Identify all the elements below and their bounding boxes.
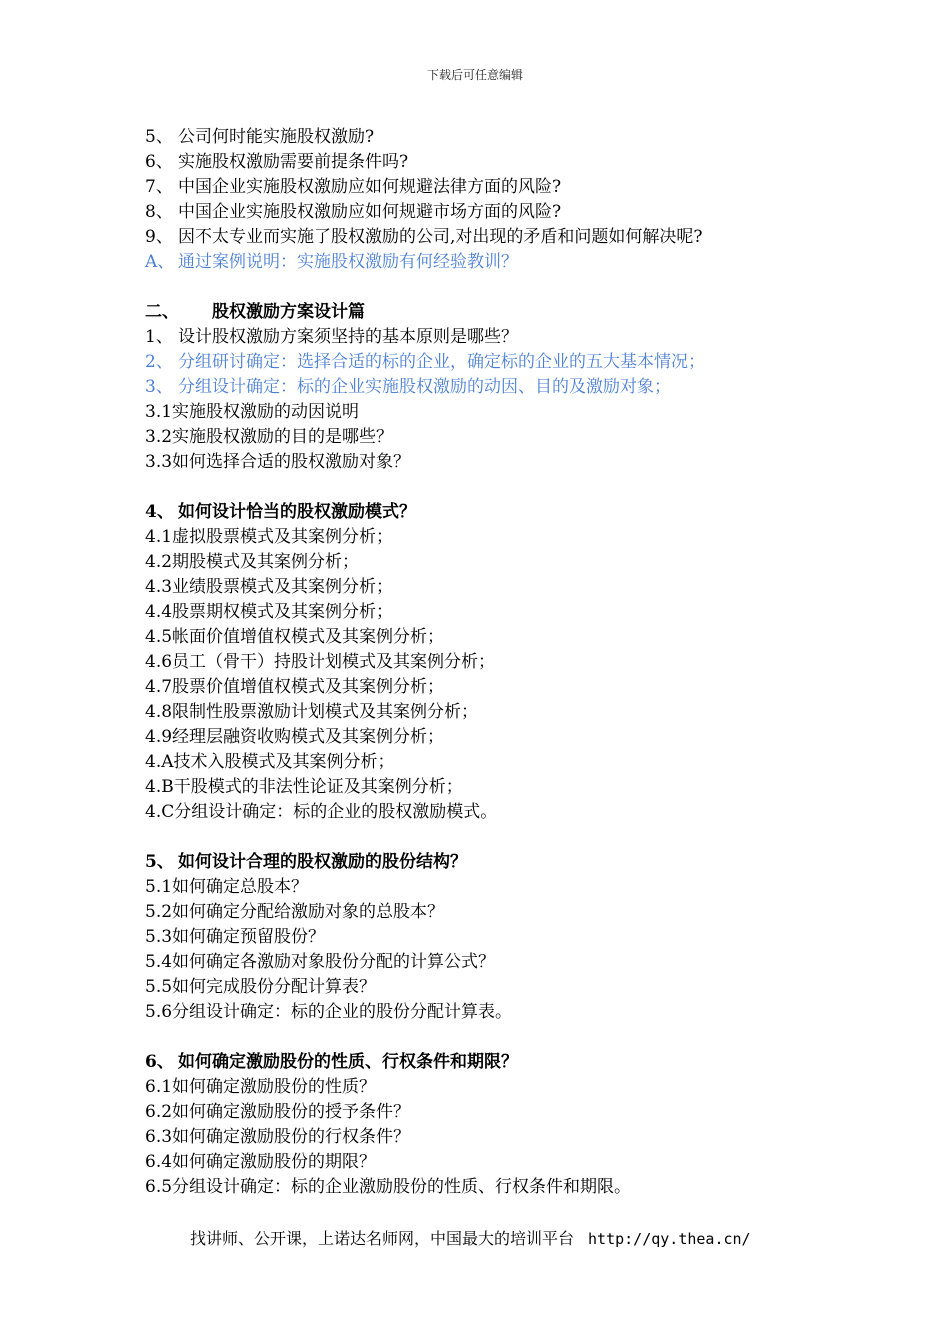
item-text: 4.B干股模式的非法性论证及其案例分析； — [145, 777, 463, 797]
item-text: 4.7股票价值增值权模式及其案例分析； — [145, 677, 445, 697]
item-number: 7、 — [145, 177, 173, 197]
footer-text: 找讲师、公开课，上诺达名师网，中国最大的培训平台 — [190, 1229, 575, 1248]
list-item — [145, 925, 845, 950]
list-item — [145, 1150, 845, 1175]
list-item — [145, 950, 845, 975]
document-body — [145, 125, 845, 1200]
item-number: 4、 — [145, 502, 174, 522]
list-item — [145, 1100, 845, 1125]
item-number: 9、 — [145, 227, 173, 247]
item-text: 分组设计确定：标的企业实施股权激励的动因、目的及激励对象； — [178, 377, 671, 397]
list-item — [145, 875, 845, 900]
section-heading — [145, 500, 845, 525]
item-number: 8、 — [145, 202, 173, 222]
item-text: 3.1实施股权激励的动因说明 — [145, 402, 360, 422]
blank-line — [145, 275, 845, 300]
item-text: 4.1虚拟股票模式及其案例分析； — [145, 527, 394, 547]
item-number: 5、 — [145, 127, 173, 147]
list-item — [145, 650, 845, 675]
item-text: 4.2期股模式及其案例分析； — [145, 552, 360, 572]
item-text: 6.5分组设计确定：标的企业激励股份的性质、行权条件和期限。 — [145, 1177, 632, 1197]
section-heading — [145, 300, 845, 325]
list-item — [145, 375, 845, 400]
item-text: 公司何时能实施股权激励? — [178, 127, 375, 147]
item-number: A、 — [145, 252, 175, 272]
list-item — [145, 975, 845, 1000]
blank-line — [145, 475, 845, 500]
list-item — [145, 400, 845, 425]
blank-line — [145, 825, 845, 850]
item-text: 设计股权激励方案须坚持的基本原则是哪些？ — [178, 327, 518, 347]
list-item — [145, 1175, 845, 1200]
item-text: 4.9经理层融资收购模式及其案例分析； — [145, 727, 445, 747]
item-text: 6.3如何确定激励股份的行权条件？ — [145, 1127, 411, 1147]
blank-line — [145, 1025, 845, 1050]
list-item — [145, 200, 845, 225]
list-item — [145, 675, 845, 700]
page-header: 下载后可任意编辑 — [426, 68, 523, 82]
list-item — [145, 575, 845, 600]
item-text: 4.4股票期权模式及其案例分析； — [145, 602, 394, 622]
item-text: 实施股权激励需要前提条件吗? — [178, 152, 409, 172]
item-text: 3.3如何选择合适的股权激励对象？ — [145, 452, 411, 472]
list-item — [145, 225, 845, 250]
item-number: 二、 — [145, 302, 179, 322]
item-text: 5.5如何完成股份分配计算表？ — [145, 977, 377, 997]
list-item — [145, 750, 845, 775]
list-item — [145, 525, 845, 550]
item-text: 6.1如何确定激励股份的性质？ — [145, 1077, 377, 1097]
item-text: 4.A技术入股模式及其案例分析； — [145, 752, 395, 772]
list-item — [145, 250, 845, 275]
item-text: 因不太专业而实施了股权激励的公司,对出现的矛盾和问题如何解决呢? — [178, 227, 703, 247]
item-text: 如何确定激励股份的性质、行权条件和期限？ — [178, 1052, 518, 1072]
item-text: 5.4如何确定各激励对象股份分配的计算公式？ — [145, 952, 496, 972]
item-text: 通过案例说明：实施股权激励有何经验教训？ — [178, 252, 518, 272]
section-heading — [145, 850, 845, 875]
item-text: 5.3如何确定预留股份？ — [145, 927, 326, 947]
page-footer — [190, 1226, 751, 1249]
item-text: 中国企业实施股权激励应如何规避法律方面的风险? — [178, 177, 562, 197]
item-text: 6.4如何确定激励股份的期限？ — [145, 1152, 377, 1172]
item-text: 5.1如何确定总股本？ — [145, 877, 309, 897]
item-text: 4.C分组设计确定：标的企业的股权激励模式。 — [145, 802, 498, 822]
item-number: 6、 — [145, 152, 173, 172]
item-text: 分组研讨确定：选择合适的标的企业，确定标的企业的五大基本情况； — [178, 352, 705, 372]
list-item — [145, 350, 845, 375]
list-item — [145, 325, 845, 350]
list-item — [145, 1000, 845, 1025]
list-item — [145, 600, 845, 625]
item-text: 如何设计恰当的股权激励模式？ — [178, 502, 416, 522]
item-text: 5.6分组设计确定：标的企业的股份分配计算表。 — [145, 1002, 513, 1022]
footer-url: http://qy.thea.cn/ — [588, 1230, 751, 1248]
list-item — [145, 150, 845, 175]
item-number: 1、 — [145, 327, 173, 347]
list-item — [145, 450, 845, 475]
list-item — [145, 800, 845, 825]
list-item — [145, 425, 845, 450]
item-text: 4.8限制性股票激励计划模式及其案例分析； — [145, 702, 479, 722]
item-text: 6.2如何确定激励股份的授予条件？ — [145, 1102, 411, 1122]
list-item — [145, 700, 845, 725]
list-item — [145, 725, 845, 750]
section-heading — [145, 1050, 845, 1075]
item-text: 3.2实施股权激励的目的是哪些？ — [145, 427, 394, 447]
item-text: 4.6员工（骨干）持股计划模式及其案例分析； — [145, 652, 496, 672]
list-item — [145, 125, 845, 150]
list-item — [145, 550, 845, 575]
item-text: 5.2如何确定分配给激励对象的总股本？ — [145, 902, 445, 922]
list-item — [145, 175, 845, 200]
list-item — [145, 900, 845, 925]
list-item — [145, 1125, 845, 1150]
list-item — [145, 625, 845, 650]
item-text: 股权激励方案设计篇 — [212, 302, 365, 322]
item-number: 2、 — [145, 352, 173, 372]
item-text: 4.5帐面价值增值权模式及其案例分析； — [145, 627, 445, 647]
item-number: 5、 — [145, 852, 174, 872]
item-number: 6、 — [145, 1052, 174, 1072]
item-text: 4.3业绩股票模式及其案例分析； — [145, 577, 394, 597]
list-item — [145, 1075, 845, 1100]
item-text: 中国企业实施股权激励应如何规避市场方面的风险? — [178, 202, 562, 222]
item-text: 如何设计合理的股权激励的股份结构？ — [178, 852, 467, 872]
item-number: 3、 — [145, 377, 173, 397]
list-item — [145, 775, 845, 800]
